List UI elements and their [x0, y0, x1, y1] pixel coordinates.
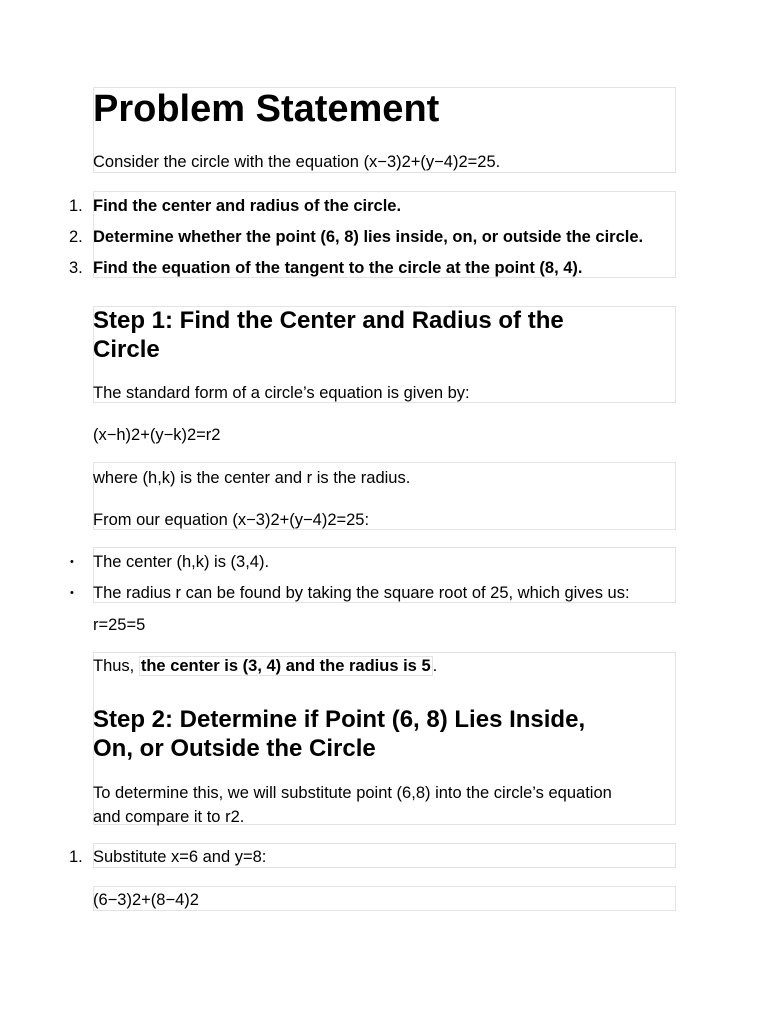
- task-item: Find the center and radius of the circle.: [93, 197, 402, 215]
- step2-description-line2: and compare it to r2.: [93, 808, 245, 826]
- step1-heading-line1: Step 1: Find the Center and Radius of the: [93, 307, 564, 334]
- step2-description: [93, 781, 612, 829]
- conclusion-highlight: the center is (3, 4) and the radius is 5: [140, 657, 431, 675]
- bullet-item: The center (h,k) is (3,4).: [93, 553, 270, 571]
- step2-heading: [93, 705, 585, 763]
- standard-form-intro: The standard form of a circle’s equation is given by:: [93, 384, 470, 402]
- page-title: Problem Statement: [93, 88, 440, 130]
- bullet-item: The radius r can be found by taking the square root of 25, which gives us:: [93, 584, 630, 602]
- bullet-marker: •: [70, 556, 74, 568]
- radius-equation: r=25=5: [93, 616, 146, 634]
- step2-heading-line2: On, or Outside the Circle: [93, 735, 376, 762]
- standard-form-equation: (x−h)2+(y−k)2=r2: [93, 426, 221, 444]
- from-equation-text: From our equation (x−3)2+(y−4)2=25:: [93, 511, 370, 529]
- task-number: 2.: [69, 228, 83, 246]
- step2-heading-line1: Step 2: Determine if Point (6, 8) Lies Inside,: [93, 706, 586, 733]
- step2-item-text: Substitute x=6 and y=8:: [93, 848, 267, 866]
- bullet-marker: •: [70, 587, 74, 599]
- task-item: Find the equation of the tangent to the circle at the point (8, 4).: [93, 259, 583, 277]
- intro-text: Consider the circle with the equation (x−3)2+(y−4)2=25.: [93, 153, 501, 171]
- step2-item-number: 1.: [69, 848, 83, 866]
- step1-heading: [93, 306, 564, 364]
- conclusion-suffix: .: [432, 657, 438, 675]
- where-text: where (h,k) is the center and r is the radius.: [93, 469, 411, 487]
- task-number: 1.: [69, 197, 83, 215]
- task-item: Determine whether the point (6, 8) lies inside, on, or outside the circle.: [93, 228, 644, 246]
- substitution-expression: (6−3)2+(8−4)2: [93, 891, 199, 909]
- step2-description-line1: To determine this, we will substitute point (6,8) into the circle’s equation: [93, 784, 612, 802]
- task-number: 3.: [69, 259, 83, 277]
- step1-heading-line2: Circle: [93, 336, 160, 363]
- conclusion-prefix: Thus,: [93, 657, 139, 675]
- conclusion-text: [93, 656, 437, 676]
